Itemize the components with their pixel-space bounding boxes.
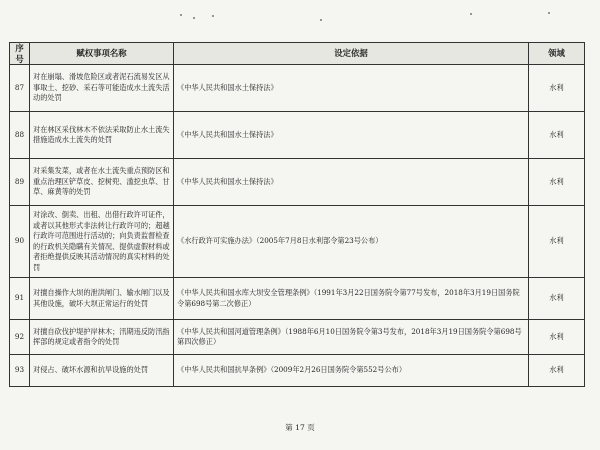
row-basis: 《中华人民共和国水土保持法》: [174, 65, 529, 112]
header-domain: 领域: [529, 43, 585, 65]
row-domain: 水利: [529, 65, 585, 112]
row-basis: 《中华人民共和国河道管理条例》（1988年6月10日国务院令第3号发布，2018年3月19日国务院令第698号第四次修正）: [174, 320, 529, 355]
table-row: [10, 206, 585, 278]
table-row: [10, 112, 585, 159]
row-num: 89: [10, 159, 30, 206]
row-basis: 《中华人民共和国水土保持法》: [174, 159, 529, 206]
row-domain: 水利: [529, 320, 585, 355]
row-item: 对涂改、倒卖、出租、出借行政许可证件，或者以其他形式非法转让行政许可的；超越行政许可范围进行活动的；向负责监督检查的行政机关隐瞒有关情况、提供虚假材料或者拒绝提供反映其活动情况的真实材料的处罚: [30, 206, 174, 278]
row-basis: 《中华人民共和国水土保持法》: [174, 112, 529, 159]
row-item: 对侵占、破坏水源和抗旱设施的处罚: [30, 355, 174, 387]
table-row: [10, 65, 585, 112]
row-domain: 水利: [529, 206, 585, 278]
header-basis: 设定依据: [174, 43, 529, 65]
scan-speck: [548, 12, 550, 14]
row-item: 对在崩塌、滑坡危险区或者泥石流易发区从事取土、挖砂、采石等可能造成水土流失活动的处罚: [30, 65, 174, 112]
row-basis: 《水行政许可实施办法》（2005年7月8日水利部令第23号公布）: [174, 206, 529, 278]
row-num: 87: [10, 65, 30, 112]
header-item: 赋权事项名称: [30, 43, 174, 65]
table-row: [10, 278, 585, 320]
page-number: 第 17 页: [285, 423, 315, 432]
row-domain: 水利: [529, 112, 585, 159]
table-row: [10, 320, 585, 355]
row-item: 对采集发菜，或者在水土流失重点预防区和重点治理区铲草皮、挖树兜、滥挖虫草、甘草、麻黄等的处罚: [30, 159, 174, 206]
scan-speck: [212, 15, 214, 17]
row-domain: 水利: [529, 355, 585, 387]
row-item: 对擅自操作大坝的泄洪闸门、输水闸门以及其他设施，破坏大坝正常运行的处罚: [30, 278, 174, 320]
row-domain: 水利: [529, 159, 585, 206]
header-num: 序号: [10, 43, 30, 65]
row-domain: 水利: [529, 278, 585, 320]
row-num: 93: [10, 355, 30, 387]
scan-speck: [180, 14, 182, 16]
scan-speck: [470, 13, 472, 15]
table-row: [10, 355, 585, 387]
row-num: 91: [10, 278, 30, 320]
table-header-row: [10, 43, 585, 65]
row-item: 对擅自砍伐护堤护岸林木；汛期违反防汛指挥部的规定或者指令的处罚: [30, 320, 174, 355]
table-row: [10, 159, 585, 206]
row-num: 92: [10, 320, 30, 355]
scan-speck: [320, 19, 322, 21]
row-basis: 《中华人民共和国水库大坝安全管理条例》（1991年3月22日国务院令第77号发布，2018年3月19日国务院令第698号第二次修正）: [174, 278, 529, 320]
row-num: 88: [10, 112, 30, 159]
row-basis: 《中华人民共和国抗旱条例》（2009年2月26日国务院令第552号公布）: [174, 355, 529, 387]
row-num: 90: [10, 206, 30, 278]
row-item: 对在林区采伐林木不依法采取防止水土流失措施造成水土流失的处罚: [30, 112, 174, 159]
scan-speck: [193, 17, 195, 19]
authorization-table: [9, 42, 585, 387]
